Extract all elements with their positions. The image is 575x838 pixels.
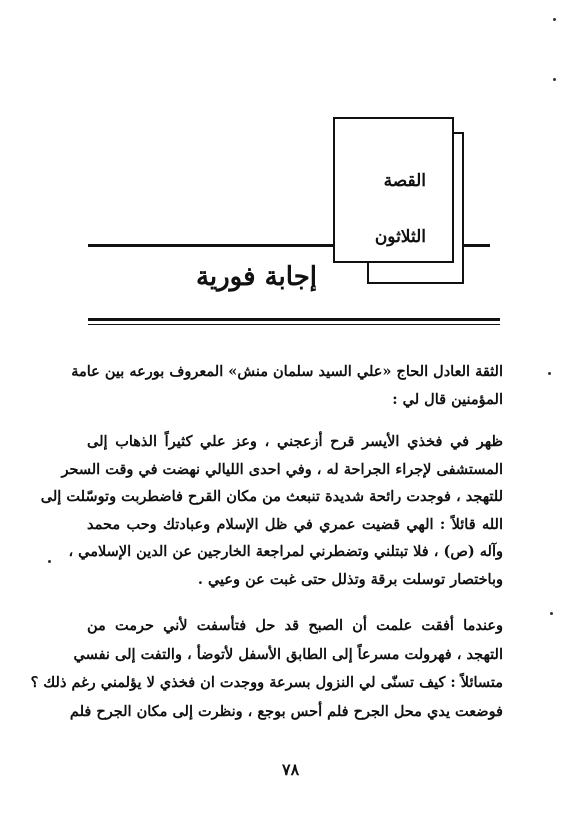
text-line: ظهر في فخذي الأيسر قرح أزعجني ، وعز علي كثيراً الذهاب إلى bbox=[87, 433, 503, 450]
bottom-rule-thin bbox=[88, 324, 500, 325]
text-line: الله قائلاً : الهي قضيت عمري في ظل الإسلام وعبادتك وحب محمد bbox=[87, 515, 503, 533]
text-line: للتهجد ، فوجدت رائحة شديدة تنبعث من مكان القرح فاضطربت وتوسّلت إلى bbox=[40, 488, 503, 505]
text-line: المؤمنين قال لي : bbox=[392, 391, 503, 408]
story-card bbox=[333, 117, 454, 263]
paragraph-1 bbox=[71, 358, 503, 414]
scan-speck bbox=[48, 560, 51, 563]
text-line: التهجد ، فهرولت مسرعاً إلى الطابق الأسفل لأتوضأ ، والتفت إلى نفسي bbox=[73, 645, 503, 663]
scan-speck bbox=[553, 78, 556, 81]
story-card-number: الثلاثون bbox=[374, 227, 426, 247]
text-line: المستشفى لإجراء الجراحة له ، وفي احدى الليالي نهضت في وقت السحر bbox=[61, 460, 503, 478]
text-line: الثقة العادل الحاج «علي السيد سلمان منش» المعروف بورعه بين عامة bbox=[71, 363, 503, 380]
text-line: متسائلاً : كيف تسنّى لي النزول بسرعة ووجدت ان فخذي لا يؤلمني رغم ذلك ؟ bbox=[30, 674, 503, 691]
paragraph-3 bbox=[30, 612, 503, 726]
scan-speck bbox=[550, 612, 553, 615]
text-line: وباختصار توسلت برقة وتذلل حتى غبت عن وعيي . bbox=[197, 570, 503, 588]
page-number: ٧٨ bbox=[282, 760, 300, 779]
bottom-rule-thick bbox=[88, 318, 500, 321]
scan-speck bbox=[548, 372, 551, 375]
scan-speck bbox=[553, 18, 556, 21]
text-line: وآله (ص) ، فلا تبتلني وتضطرني لمراجعة الخارجين عن الدين الإسلامي ، bbox=[68, 543, 503, 560]
chapter-heading: إجابة فورية bbox=[195, 262, 317, 292]
text-line: وعندما أفقت علمت أن الصبح قد حل فتأسفت لأني حرمت من bbox=[87, 617, 503, 634]
story-card-label: القصة bbox=[383, 171, 426, 191]
text-line: فوضعت يدي محل الجرح فلم أحس بوجع ، ونظرت إلى مكان الجرح فلم bbox=[69, 702, 503, 720]
paragraph-2 bbox=[40, 428, 503, 593]
